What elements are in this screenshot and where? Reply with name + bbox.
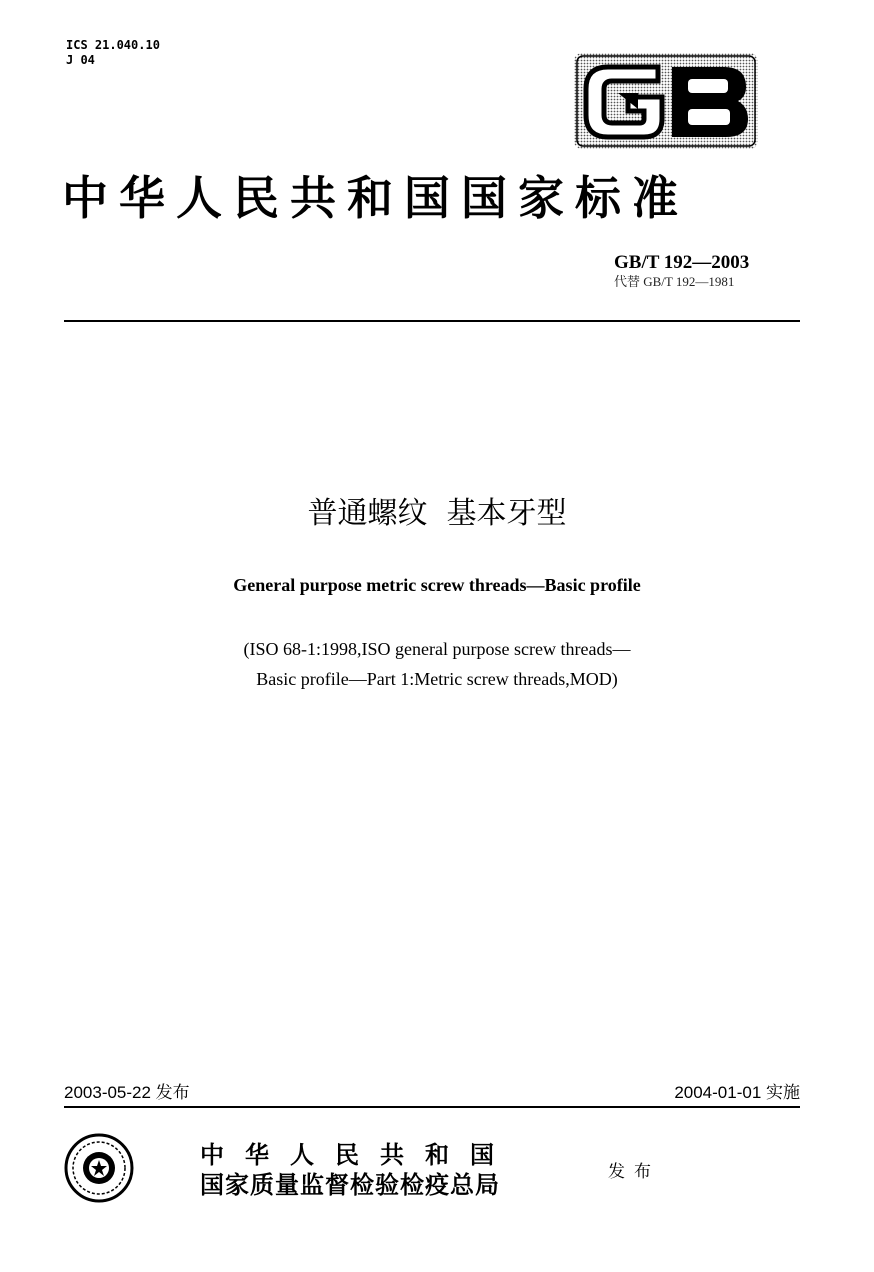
iso-reference-line-2: Basic profile—Part 1:Metric screw threads,MOD) xyxy=(256,669,618,689)
replaced-standard: 代替 GB/T 192—1981 xyxy=(614,274,735,289)
gb-logo xyxy=(574,53,758,149)
issuer-line-2: 国家质量监督检验检疫总局 xyxy=(200,1170,500,1199)
national-emblem-seal xyxy=(64,1133,134,1203)
iso-reference-line-1: (ISO 68-1:1998,ISO general purpose screw threads— xyxy=(243,639,631,659)
iso-reference xyxy=(0,634,874,694)
implementation-date: 2004-01-01 实施 xyxy=(674,1083,800,1102)
header-divider xyxy=(64,320,800,322)
standard-number-block xyxy=(614,252,794,290)
ics-code: ICS 21.040.10 xyxy=(66,38,160,52)
standard-number: GB/T 192—2003 xyxy=(614,252,750,273)
seal-text: 中华人民共和国 xyxy=(64,1133,71,1134)
classification-codes xyxy=(66,38,160,68)
publish-label: 发布 xyxy=(608,1162,660,1182)
gb-logo-text: GB xyxy=(574,53,576,54)
document-title-cn: 普通螺纹 基本牙型 xyxy=(307,496,567,531)
national-standard-title: 中华人民共和国国家标准 xyxy=(62,171,689,225)
issuing-authority xyxy=(200,1140,515,1200)
document-title-en: General purpose metric screw threads—Basic profile xyxy=(233,575,641,595)
issuer-line-1: 中华人民共和国 xyxy=(200,1140,515,1169)
ccs-code: J 04 xyxy=(66,53,95,67)
footer-divider xyxy=(64,1106,800,1108)
issue-date: 2003-05-22 发布 xyxy=(64,1083,190,1102)
